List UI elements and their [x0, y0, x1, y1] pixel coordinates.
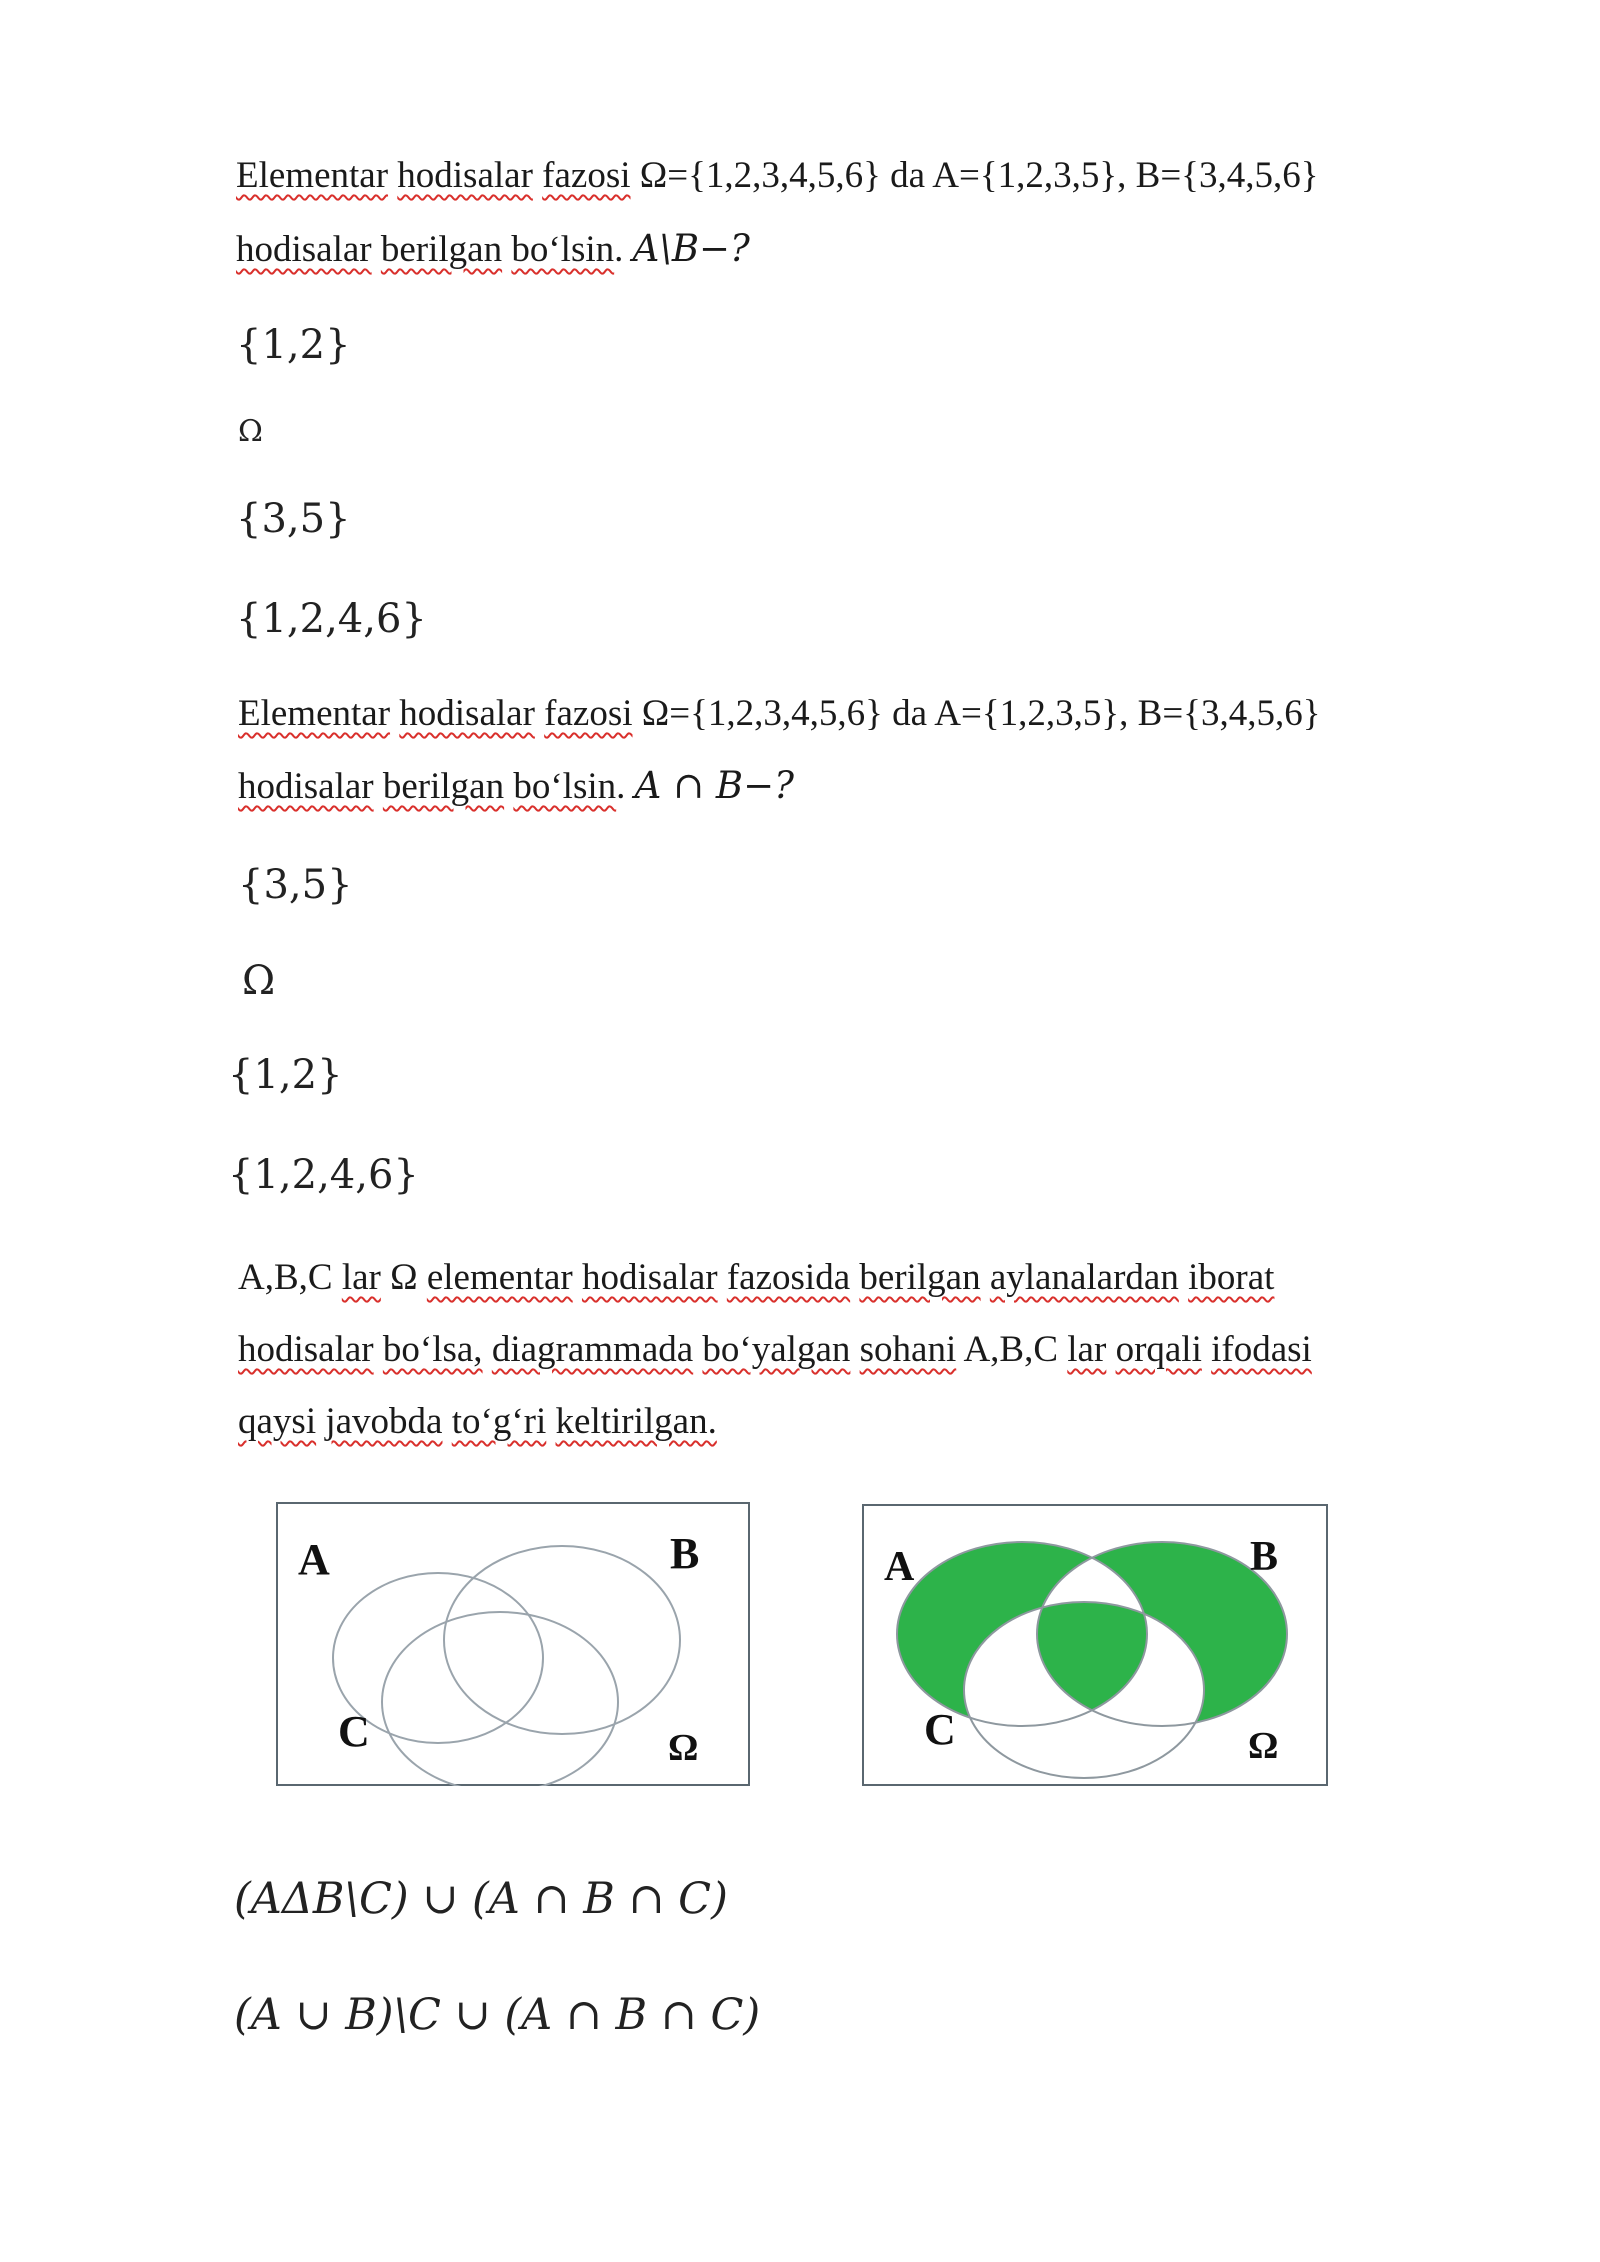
word: elementar: [426, 1257, 573, 1298]
label-omega: Ω: [1248, 1725, 1279, 1767]
question2-answer-1[interactable]: {3,5}: [238, 862, 353, 908]
question3-answer-1[interactable]: (AΔB\C) ∪ (A ∩ B ∩ C): [234, 1874, 728, 1924]
word: bo‘lsa,: [382, 1329, 483, 1370]
question2-answer-2[interactable]: Ω: [242, 958, 276, 1004]
word: fazosida: [726, 1257, 851, 1298]
question1-answer-3[interactable]: {3,5}: [236, 496, 351, 542]
word: berilgan: [382, 766, 505, 807]
label-b: B: [670, 1529, 700, 1578]
label-c: C: [924, 1705, 956, 1754]
word: orqali: [1115, 1329, 1202, 1370]
question2-sets: Ω={1,2,3,4,5,6} da A={1,2,3,5}, B={3,4,5,6}: [641, 693, 1321, 734]
word: hodisalar: [238, 1329, 374, 1370]
word: diagrammada: [491, 1329, 694, 1370]
question2-expression: A ∩ B−?: [634, 764, 794, 807]
question1-line1: [236, 152, 1318, 200]
word: javobda: [325, 1401, 443, 1442]
question3-line3: [238, 1398, 717, 1446]
word: sohani: [859, 1329, 957, 1370]
label-a: A: [298, 1535, 330, 1584]
question2-line1: [238, 690, 1320, 738]
set-names: A,B,C: [963, 1329, 1059, 1370]
word: ifodasi: [1211, 1329, 1312, 1370]
word: bo‘lsin: [513, 766, 617, 807]
word: hodisalar: [236, 229, 372, 270]
question1-answer-1[interactable]: {1,2}: [236, 322, 351, 368]
question1-line2: hodisalar berilgan bo‘lsin. A\B−?: [236, 227, 750, 270]
word: hodisalar: [399, 693, 535, 734]
venn-diagram-plain: [276, 1502, 750, 1786]
label-omega: Ω: [668, 1727, 699, 1769]
word: berilgan: [380, 229, 503, 270]
word: lar: [1067, 1329, 1107, 1370]
question1-answer-4[interactable]: {1,2,4,6}: [236, 596, 427, 642]
label-b: B: [1250, 1534, 1279, 1580]
question3-line2: [238, 1326, 1312, 1374]
label-a: A: [884, 1544, 915, 1590]
question2-line2: hodisalar berilgan bo‘lsin. A ∩ B−?: [238, 764, 794, 807]
set-names: A,B,C: [238, 1257, 333, 1298]
question2-answer-3[interactable]: {1,2}: [228, 1052, 343, 1098]
word: Elementar: [236, 155, 389, 196]
word: hodisalar: [238, 766, 374, 807]
word: bo‘lsin: [511, 229, 615, 270]
word: fazosi: [544, 693, 633, 734]
word: bo‘yalgan: [702, 1329, 851, 1370]
word: iborat: [1188, 1257, 1275, 1298]
word: fazosi: [542, 155, 631, 196]
word: berilgan: [859, 1257, 981, 1298]
question1-answer-2[interactable]: Ω: [238, 414, 263, 449]
word: Elementar: [238, 693, 391, 734]
question1-sets: Ω={1,2,3,4,5,6} da A={1,2,3,5}, B={3,4,5,6}: [639, 155, 1319, 196]
question3-answer-2[interactable]: (A ∪ B)\C ∪ (A ∩ B ∩ C): [234, 1990, 761, 2040]
word: hodisalar: [581, 1257, 718, 1298]
label-c: C: [338, 1707, 370, 1756]
omega-symbol: Ω: [390, 1257, 418, 1298]
word: aylanalardan: [989, 1257, 1179, 1298]
venn-diagram-shaded: [862, 1504, 1328, 1786]
word: hodisalar: [397, 155, 533, 196]
question3-line1: [238, 1254, 1274, 1302]
word: lar: [341, 1257, 381, 1298]
word: keltirilgan.: [555, 1401, 717, 1442]
word: to‘g‘ri: [451, 1401, 547, 1442]
question1-expression: A\B−?: [632, 227, 750, 270]
word: qaysi: [238, 1401, 317, 1442]
question2-answer-4[interactable]: {1,2,4,6}: [228, 1152, 419, 1198]
